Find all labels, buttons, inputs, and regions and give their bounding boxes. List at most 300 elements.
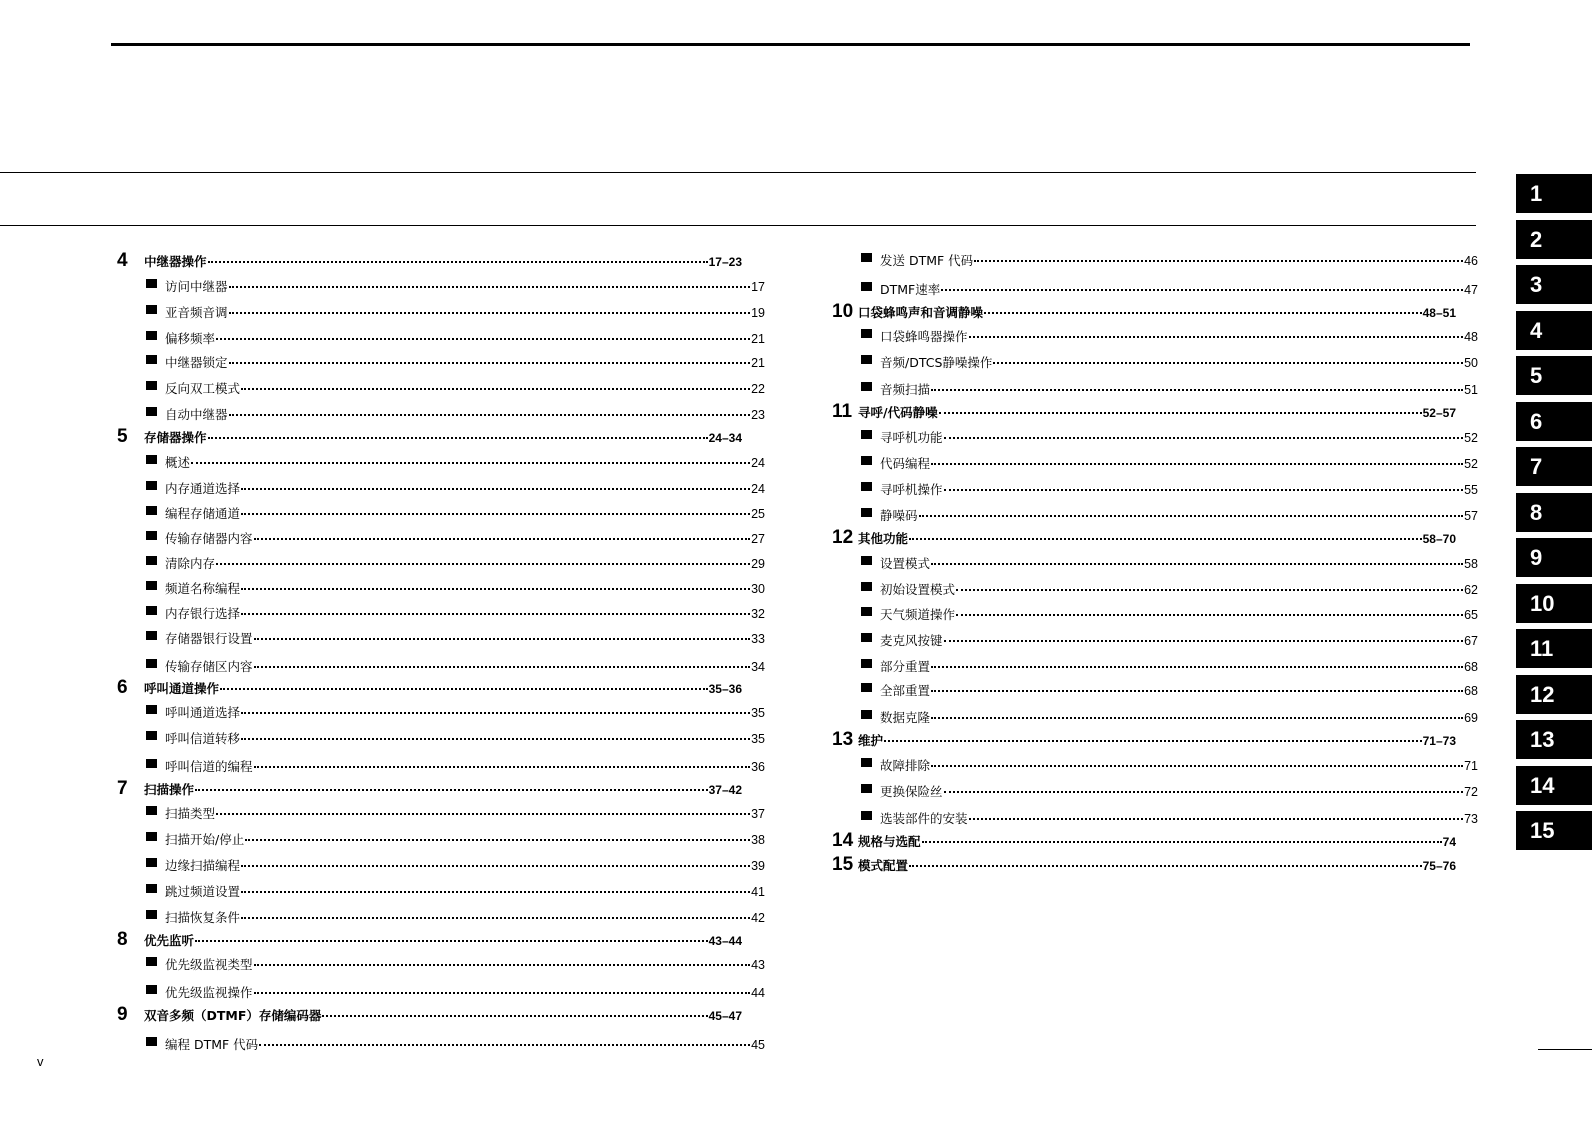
dot-leader [931,388,1463,391]
chapter-number: 12 [832,527,854,548]
toc-section[interactable] [146,329,765,347]
chapter-tab-7[interactable]: 7 [1516,447,1592,486]
page-reference: 74 [1442,835,1456,849]
page-reference: 17–23 [708,255,742,269]
section-title: 内存通道选择 [165,481,241,496]
section-title: 呼叫信道转移 [165,731,241,746]
square-bullet-icon [146,606,157,615]
toc-chapter[interactable] [117,1004,742,1026]
dot-leader [254,765,751,768]
page-reference: 23 [751,408,765,422]
dot-leader [195,788,708,791]
page-reference: 17 [751,280,765,294]
toc-section[interactable] [146,303,765,321]
square-bullet-icon [861,329,872,338]
chapter-title: 口袋蜂鸣声和音调静噪 [858,305,984,320]
toc-section[interactable] [146,856,765,874]
dot-leader [944,790,1464,793]
square-bullet-icon [861,355,872,364]
square-bullet-icon [146,407,157,416]
toc-chapter[interactable] [832,401,1456,423]
chapter-tab-8[interactable]: 8 [1516,493,1592,532]
toc-section[interactable] [861,657,1478,675]
page-reference: 58–70 [1422,532,1456,546]
section-title: 扫描开始/停止 [165,832,245,847]
page-reference: 52–57 [1422,406,1456,420]
chapter-number: 4 [117,250,128,271]
square-bullet-icon [146,355,157,364]
dot-leader [229,361,751,364]
toc-section[interactable] [146,379,765,397]
chapter-title: 呼叫通道操作 [144,681,220,696]
page-reference: 58 [1464,557,1478,571]
dot-leader [931,764,1463,767]
page-reference: 51 [1464,383,1478,397]
toc-section[interactable] [146,529,765,547]
square-bullet-icon [146,759,157,768]
toc-section[interactable] [861,506,1478,524]
page-reference: 42 [751,911,765,925]
dot-leader [939,411,1422,414]
section-title: 口袋蜂鸣器操作 [880,329,968,344]
page-reference: 19 [751,306,765,320]
chapter-number: 6 [117,677,128,698]
square-bullet-icon [861,659,872,668]
section-title: 自动中继器 [165,407,228,422]
dot-leader [956,588,1463,591]
dot-leader [931,562,1463,565]
square-bullet-icon [146,455,157,464]
page-reference: 68 [1464,660,1478,674]
page-reference: 68 [1464,684,1478,698]
section-title: 呼叫信道的编程 [165,759,253,774]
side-rule [1538,1049,1592,1050]
page-reference: 33 [751,632,765,646]
chapter-title: 寻呼/代码静噪 [858,405,938,420]
section-title: 呼叫通道选择 [165,705,241,720]
chapter-title: 其他功能 [858,531,909,546]
page-reference: 75–76 [1422,859,1456,873]
square-bullet-icon [861,758,872,767]
toc-section[interactable] [861,605,1478,623]
square-bullet-icon [146,858,157,867]
chapter-tab-15[interactable]: 15 [1516,811,1592,850]
square-bullet-icon [146,581,157,590]
square-bullet-icon [146,531,157,540]
page-reference: 73 [1464,812,1478,826]
page-reference: 22 [751,382,765,396]
page-reference: 48 [1464,330,1478,344]
square-bullet-icon [146,659,157,668]
dot-leader [884,739,1422,742]
section-title: 清除内存 [165,556,216,571]
section-title: 编程存储通道 [165,506,241,521]
toc-section[interactable] [146,405,765,423]
page-reference: 29 [751,557,765,571]
toc-section[interactable] [146,729,765,747]
square-bullet-icon [861,710,872,719]
square-bullet-icon [146,731,157,740]
dot-leader [245,838,750,841]
dot-leader [974,259,1463,262]
dot-leader [241,737,750,740]
square-bullet-icon [861,633,872,642]
chapter-title: 双音多频（DTMF）存储编码器 [144,1008,322,1023]
chapter-tab-3[interactable]: 3 [1516,265,1592,304]
toc-chapter[interactable] [832,854,1456,876]
chapter-tab-10[interactable]: 10 [1516,584,1592,623]
toc-section[interactable] [861,380,1478,398]
section-title: 初始设置模式 [880,582,956,597]
page-reference: 65 [1464,608,1478,622]
dot-leader [195,939,708,942]
section-title: 全部重置 [880,683,931,698]
page-reference: 30 [751,582,765,596]
dot-leader [909,864,1422,867]
toc-section[interactable] [861,454,1478,472]
toc-chapter[interactable] [832,301,1456,323]
page-reference: 45–47 [708,1009,742,1023]
toc-chapter[interactable] [117,677,742,699]
square-bullet-icon [146,985,157,994]
square-bullet-icon [146,910,157,919]
chapter-number: 15 [832,854,854,875]
page-reference: 43–44 [708,934,742,948]
chapter-tab-14[interactable]: 14 [1516,766,1592,805]
square-bullet-icon [146,381,157,390]
page-reference: 69 [1464,711,1478,725]
section-title: 优先级监视类型 [165,957,253,972]
square-bullet-icon [146,506,157,515]
toc-section[interactable] [146,277,765,295]
chapter-title: 扫描操作 [144,782,195,797]
section-title: 编程 DTMF 代码 [165,1037,259,1052]
page-number: v [37,1054,44,1069]
toc-section[interactable] [146,908,765,926]
chapter-number: 5 [117,426,128,447]
dot-leader [969,335,1464,338]
dot-leader [241,512,750,515]
square-bullet-icon [146,1037,157,1046]
square-bullet-icon [861,508,872,517]
dot-leader [909,537,1422,540]
page-reference: 32 [751,607,765,621]
toc-chapter[interactable] [832,729,1456,751]
section-title: 扫描类型 [165,806,216,821]
toc-chapter[interactable] [117,250,742,272]
page-reference: 62 [1464,583,1478,597]
chapter-tab-6[interactable]: 6 [1516,402,1592,441]
toc-chapter[interactable] [117,778,742,800]
section-title: 传输存储器内容 [165,531,253,546]
toc-section[interactable] [861,327,1478,345]
square-bullet-icon [861,382,872,391]
toc-section[interactable] [146,453,765,471]
section-title: 选装部件的安装 [880,811,968,826]
page-reference: 21 [751,356,765,370]
page-reference: 27 [751,532,765,546]
section-title: 频道名称编程 [165,581,241,596]
toc-section[interactable] [146,804,765,822]
section-title: 部分重置 [880,659,931,674]
section-title: 麦克风按键 [880,633,943,648]
square-bullet-icon [861,607,872,616]
section-title: 代码编程 [880,456,931,471]
dot-leader [931,716,1463,719]
page-reference: 45 [751,1038,765,1052]
square-bullet-icon [861,811,872,820]
section-title: 优先级监视操作 [165,985,253,1000]
section-title: 传输存储区内容 [165,659,253,674]
chapter-tab-13[interactable]: 13 [1516,720,1592,759]
square-bullet-icon [861,784,872,793]
toc-section[interactable] [146,554,765,572]
square-bullet-icon [861,456,872,465]
dot-leader [229,413,751,416]
section-title: 寻呼机功能 [880,430,943,445]
dot-leader [241,587,750,590]
toc-section[interactable] [146,830,765,848]
page-reference: 39 [751,859,765,873]
toc-section[interactable] [861,480,1478,498]
toc-section[interactable] [146,353,765,371]
section-title: 寻呼机操作 [880,482,943,497]
page-reference: 43 [751,958,765,972]
section-title: 偏移频率 [165,331,216,346]
page-reference: 24 [751,456,765,470]
toc-section[interactable] [861,809,1478,827]
dot-leader [241,612,750,615]
toc-section[interactable] [146,1035,765,1053]
page-reference: 55 [1464,483,1478,497]
square-bullet-icon [861,582,872,591]
chapter-title: 中继器操作 [144,254,207,269]
chapter-number: 14 [832,830,854,851]
page-reference: 37–42 [708,783,742,797]
toc-section[interactable] [861,782,1478,800]
chapter-title: 优先监听 [144,933,195,948]
chapter-tab-2[interactable]: 2 [1516,220,1592,259]
dot-leader [241,487,750,490]
dot-leader [944,436,1464,439]
section-title: 数据克隆 [880,710,931,725]
dot-leader [229,311,751,314]
dot-leader [208,260,708,263]
dot-leader [919,514,1464,517]
toc-section[interactable] [146,955,765,973]
toc-chapter[interactable] [117,426,742,448]
dot-leader [931,665,1463,668]
toc-section[interactable] [861,554,1478,572]
toc-section[interactable] [146,479,765,497]
toc-section[interactable] [146,882,765,900]
page-reference: 52 [1464,431,1478,445]
page-reference: 35 [751,732,765,746]
section-title: 音频/DTCS静噪操作 [880,355,993,370]
dot-leader [922,840,1442,843]
dot-leader [944,488,1464,491]
toc-section[interactable] [861,580,1478,598]
dot-leader [216,337,750,340]
page-reference: 52 [1464,457,1478,471]
section-title: 亚音频音调 [165,305,228,320]
chapter-number: 10 [832,301,854,322]
page-reference: 25 [751,507,765,521]
section-title: 概述 [165,455,191,470]
section-title: 内存银行选择 [165,606,241,621]
page-reference: 72 [1464,785,1478,799]
section-title: 边缘扫描编程 [165,858,241,873]
page-reference: 38 [751,833,765,847]
dot-leader [241,387,750,390]
chapter-number: 8 [117,929,128,950]
section-title: 天气频道操作 [880,607,956,622]
square-bullet-icon [146,884,157,893]
dot-leader [941,288,1463,291]
header-rule-upper [0,172,1476,173]
square-bullet-icon [146,705,157,714]
chapter-tab-4[interactable]: 4 [1516,311,1592,350]
square-bullet-icon [861,482,872,491]
chapter-tab-9[interactable]: 9 [1516,538,1592,577]
dot-leader [241,711,750,714]
dot-leader [216,812,750,815]
section-title: 存储器银行设置 [165,631,253,646]
page-reference: 36 [751,760,765,774]
page-reference: 71 [1464,759,1478,773]
toc-section[interactable] [146,983,765,1001]
square-bullet-icon [146,305,157,314]
page-reference: 67 [1464,634,1478,648]
toc-section[interactable] [861,681,1478,699]
page-reference: 21 [751,332,765,346]
toc-section[interactable] [861,280,1478,298]
chapter-tab-5[interactable]: 5 [1516,356,1592,395]
section-title: 故障排除 [880,758,931,773]
section-title: 扫描恢复条件 [165,910,241,925]
section-title: DTMF速率 [880,282,941,297]
page-reference: 47 [1464,283,1478,297]
page-reference: 48–51 [1422,306,1456,320]
toc-chapter[interactable] [832,830,1456,852]
dot-leader [984,311,1422,314]
dot-leader [944,639,1464,642]
dot-leader [931,462,1463,465]
section-title: 设置模式 [880,556,931,571]
chapter-tab-11[interactable]: 11 [1516,629,1592,668]
square-bullet-icon [861,556,872,565]
toc-section[interactable] [861,251,1478,269]
toc-section[interactable] [146,703,765,721]
dot-leader [322,1014,707,1017]
dot-leader [241,890,750,893]
toc-section[interactable] [146,757,765,775]
chapter-number: 9 [117,1004,128,1025]
dot-leader [259,1043,750,1046]
toc-section[interactable] [146,629,765,647]
dot-leader [191,461,750,464]
section-title: 跳过频道设置 [165,884,241,899]
toc-chapter[interactable] [832,527,1456,549]
chapter-tab-1[interactable]: 1 [1516,174,1592,213]
toc-section[interactable] [861,756,1478,774]
page-reference: 35–36 [708,682,742,696]
square-bullet-icon [146,556,157,565]
dot-leader [956,613,1463,616]
dot-leader [969,817,1464,820]
toc-section[interactable] [861,631,1478,649]
toc-chapter[interactable] [117,929,742,951]
square-bullet-icon [146,481,157,490]
square-bullet-icon [146,806,157,815]
square-bullet-icon [861,253,872,262]
dot-leader [931,689,1463,692]
dot-leader [241,864,750,867]
section-title: 反向双工模式 [165,381,241,396]
toc-section[interactable] [146,579,765,597]
toc-section[interactable] [861,353,1478,371]
dot-leader [993,361,1463,364]
dot-leader [220,687,708,690]
chapter-number: 13 [832,729,854,750]
dot-leader [254,991,751,994]
page-reference: 46 [1464,254,1478,268]
dot-leader [254,537,751,540]
chapter-title: 模式配置 [858,858,909,873]
chapter-tab-12[interactable]: 12 [1516,675,1592,714]
page-reference: 37 [751,807,765,821]
toc-section[interactable] [861,428,1478,446]
dot-leader [208,436,708,439]
page-reference: 24 [751,482,765,496]
dot-leader [229,285,751,288]
toc-section[interactable] [146,504,765,522]
page-reference: 24–34 [708,431,742,445]
square-bullet-icon [861,282,872,291]
chapter-number: 11 [832,401,853,422]
page-reference: 57 [1464,509,1478,523]
page-reference: 71–73 [1422,734,1456,748]
page-reference: 34 [751,660,765,674]
header-rule-lower [0,225,1476,226]
chapter-title: 存储器操作 [144,430,207,445]
square-bullet-icon [146,279,157,288]
square-bullet-icon [861,430,872,439]
section-title: 发送 DTMF 代码 [880,253,974,268]
square-bullet-icon [146,331,157,340]
dot-leader [216,562,750,565]
section-title: 音频扫描 [880,382,931,397]
square-bullet-icon [146,957,157,966]
toc-section[interactable] [861,708,1478,726]
toc-section[interactable] [146,657,765,675]
chapter-number: 7 [117,778,128,799]
top-rule [111,43,1470,46]
chapter-title: 规格与选配 [858,834,921,849]
section-title: 访问中继器 [165,279,228,294]
toc-section[interactable] [146,604,765,622]
dot-leader [254,637,751,640]
dot-leader [254,963,751,966]
page-reference: 35 [751,706,765,720]
square-bullet-icon [146,631,157,640]
page-reference: 41 [751,885,765,899]
dot-leader [241,916,750,919]
dot-leader [254,665,751,668]
square-bullet-icon [861,683,872,692]
section-title: 更换保险丝 [880,784,943,799]
page-reference: 44 [751,986,765,1000]
